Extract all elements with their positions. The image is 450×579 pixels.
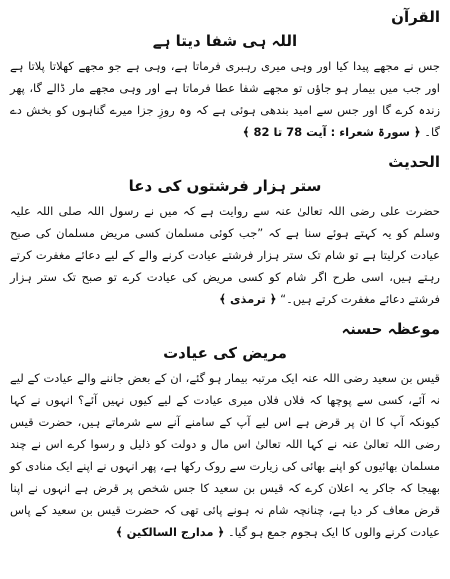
hadith-reference: ﴿ ترمذی ﴾ — [219, 292, 277, 306]
quran-reference: ﴿ سورۃ شعراء : آیت 78 تا 82 ﴾ — [242, 125, 421, 139]
hadith-text: حضرت علی رضی اللہ تعالیٰ عنہ سے روایت ہے کہ میں نے رسول اللہ صلی اللہ علیہ وسلم کو یہ کہتے ہوئے سنا ہے کہ ”جب کوئی مسلمان کسی مریض مسلمان کی صبح عیادت کرلیتا ہے تو شام تک ستر ہزار فرشتے عیادت کرنے والے کے لیے دعائے مغفرت کرتے رہتے ہیں، اسی طرح اگر شام کو کسی مریض کی عیادت کرے تو صبح تک ستر ہزار فرشتے دعائے مغفرت کرتے ہیں۔“ — [10, 204, 440, 306]
sermon-title: مریض کی عیادت — [163, 344, 287, 362]
quran-title: اللہ ہی شفا دیتا ہے — [152, 32, 298, 50]
quran-text: جس نے مجھے پیدا کیا اور وہی میری رہبری فرماتا ہے، وہی ہے جو مجھے کھلاتا پلاتا ہے اور جب میں بیمار ہو جاؤں تو مجھے شفا عطا فرماتا ہے اور وہی مجھے مار ڈالے گا، پھر زندہ کرے گا اور جس سے امید بندھی ہوئی ہے کہ وہ روزِ جزا میرے گناہوں کو بخش دے گا۔ — [10, 59, 440, 139]
quran-body — [10, 55, 440, 143]
sermon-body — [10, 367, 440, 543]
quran-heading: القرآن — [391, 8, 440, 26]
sermon-reference: ﴿ مدارج السالکین ﴾ — [115, 525, 225, 539]
sermon-heading: موعظہ حسنہ — [341, 320, 440, 338]
sermon-text: قیس بن سعید رضی اللہ عنہ ایک مرتبہ بیمار ہو گئے، ان کے بعض جاننے والے عیادت کے لیے نہ آئے، کسی سے پوچھا کہ فلاں فلاں میری عیادت کے لیے کیوں نہیں آئے؟ انہوں نے کہا کیونکہ آپ کا ان پر قرض ہے اس لیے آپ کے سامنے آنے سے شرماتے ہیں، حضرت قیس رضی اللہ تعالیٰ عنہ نے کہا اللہ تعالیٰ اس مال و دولت کو ذلیل و رسوا کرے اس نے چند مسلمان بھائیوں کو اپنے بھائی کی زیارت سے روک رکھا ہے، پھر انہوں نے اپنے ایک منادی کو بھیجا کہ جاکر یہ اعلان کرے کہ قیس بن سعید کا جس شخص پر قرض ہے انہوں نے اپنا قرض معاف کر دیا ہے، چنانچہ شام نہ ہونے پائی تھی کہ حضرت قیس بن سعید کے پاس عیادت کرنے والوں کا ایک ہجوم جمع ہو گیا۔ — [10, 371, 440, 539]
hadith-body — [10, 200, 440, 310]
hadith-heading: الحدیث — [388, 153, 440, 171]
hadith-title: ستر ہزار فرشتوں کی دعا — [128, 177, 322, 195]
